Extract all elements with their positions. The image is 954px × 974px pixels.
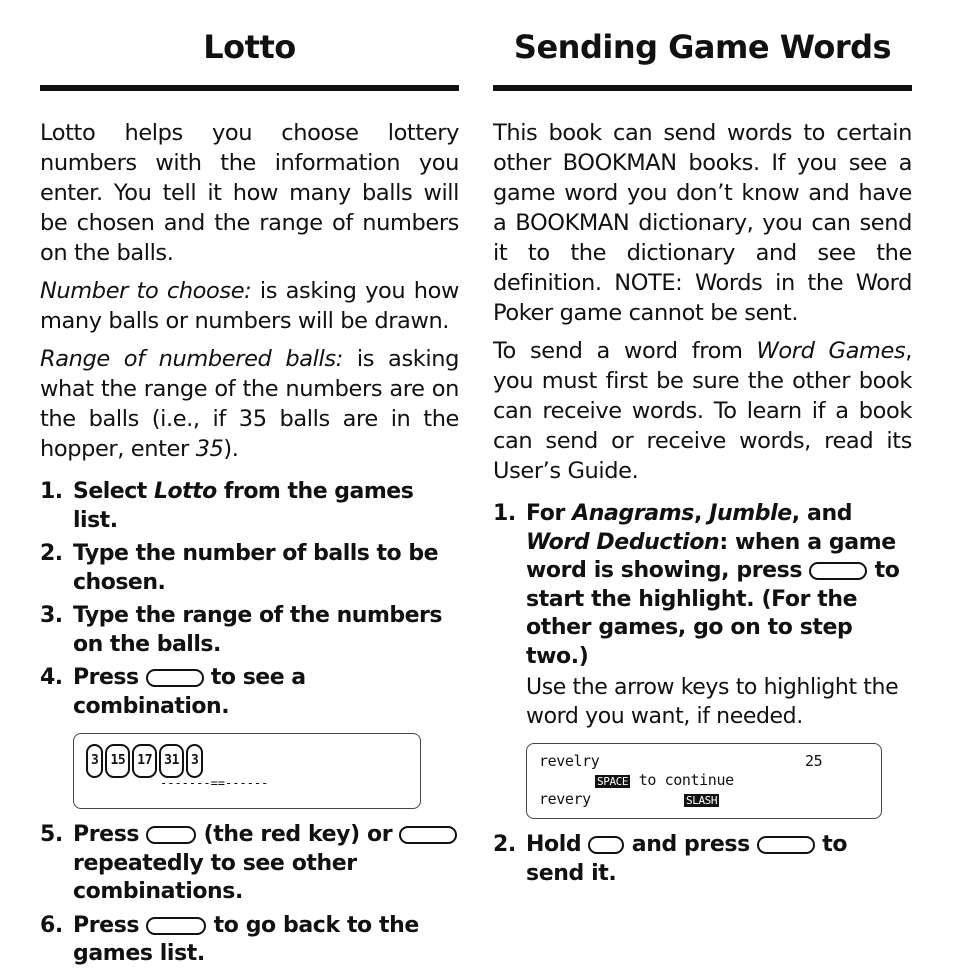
lotto-intro: Lotto helps you choose lottery numbers with the information you enter. You tell it how many balls will be chosen and the range of numbers on the balls. — [40, 120, 459, 266]
step-number: 5. — [40, 822, 63, 847]
p2-term: Word Games — [756, 338, 906, 364]
step-text: Lotto — [153, 479, 217, 504]
lotto-step-3 — [40, 602, 459, 659]
step-text: to start the highlight. (For the other games, go on to step two.) — [526, 558, 900, 669]
step-text: Type the number of balls to be chosen. — [73, 541, 438, 595]
step-text: Press — [73, 665, 146, 690]
sending-steps — [493, 500, 912, 731]
sending-step-1-note: Use the arrow keys to highlight the word you want, if needed. — [526, 675, 899, 729]
step-text: Word Deduction — [526, 529, 720, 555]
screen-status: SLASH — [686, 794, 718, 807]
ball-icon: 31 — [159, 744, 184, 778]
step-text: Type the range of the numbers on the balls. — [73, 603, 442, 657]
step-number: 2. — [40, 541, 63, 566]
lotto-step-2 — [40, 540, 459, 597]
p2-text: , you must first be sure the other book can receive words. To learn if a book can send or receive words, read its User’s Guide. — [493, 338, 913, 484]
enter-key-icon — [757, 836, 815, 854]
sending-step-2 — [493, 831, 912, 888]
lotto-steps — [40, 478, 459, 721]
step-text: Jumble — [709, 501, 792, 526]
step-number: 6. — [40, 912, 63, 938]
enter-key-icon — [399, 826, 457, 844]
step-text: Anagrams — [572, 501, 694, 526]
step-text: : when a game word is showing, press — [526, 529, 896, 583]
lotto-body — [40, 118, 459, 974]
lotto-screen-line2: -------==------ — [160, 776, 269, 790]
step-text: to send it. — [526, 832, 848, 886]
lotto-step-5 — [40, 821, 459, 907]
step-text: from the games list. — [73, 479, 414, 533]
step-text: , — [693, 501, 710, 526]
lotto-title: Lotto — [203, 28, 296, 66]
step-text: repeatedly to see other combinations. — [73, 850, 357, 904]
ball-icon: 15 — [105, 744, 130, 778]
lotto-step-6 — [40, 912, 459, 969]
step-text: Hold — [526, 832, 589, 857]
step-text: to see a combination. — [73, 665, 306, 719]
step-number: 1. — [493, 501, 516, 526]
step-text: to go back to the games list. — [73, 912, 419, 966]
step-text: and press — [624, 832, 758, 857]
lotto-screen-display — [73, 733, 421, 809]
lotto-p2-text: is asking you how many balls or numbers will be drawn. — [40, 278, 459, 334]
step-number: 1. — [40, 479, 63, 504]
shift-key-icon — [588, 836, 624, 854]
back-key-icon — [146, 917, 206, 935]
lotto-step-1 — [40, 478, 459, 535]
enter-key-icon — [809, 562, 867, 580]
sending-body — [493, 118, 912, 893]
sending-intro: This book can send words to certain other BOOKMAN books. If you see a game word you don’t know and have a BOOKMAN dictionary, you can send it to the dictionary and see the definition. NOTE: Words in the Word Poker game cannot be sent. — [493, 120, 912, 326]
lotto-step-4 — [40, 664, 459, 721]
lotto-p3-end: ). — [223, 436, 239, 462]
lotto-range — [40, 344, 459, 464]
screen-continue-line — [595, 771, 734, 791]
screen-word: revelry — [539, 752, 600, 770]
sending-steps-cont — [493, 831, 912, 888]
p2-text: To send a word from — [493, 338, 757, 364]
ball-icon: 17 — [132, 744, 157, 778]
step-text: (the red key) or — [196, 822, 400, 847]
sending-screen-display — [526, 743, 882, 819]
red-key-icon — [146, 826, 196, 844]
step-text: Press — [73, 822, 147, 847]
step-text: , and — [791, 501, 853, 526]
sending-title-rule — [493, 85, 912, 91]
step-text: Press — [73, 912, 147, 938]
space-key-label: SPACE — [597, 775, 629, 788]
step-number: 2. — [493, 832, 516, 857]
screen-score: 25 — [805, 752, 823, 770]
sending-step-1 — [493, 500, 912, 731]
step-number: 4. — [40, 665, 63, 690]
step-text: Select — [73, 479, 154, 504]
lotto-number-to-choose — [40, 276, 459, 336]
lotto-p3-text: is asking what the range of the numbers are on the balls (i.e., if 35 balls are in the hopper, enter — [40, 346, 459, 462]
screen-guess: revery — [539, 790, 591, 808]
sending-p2 — [493, 336, 912, 486]
sending-title: Sending Game Words — [513, 28, 892, 66]
lotto-title-rule — [40, 85, 459, 91]
step-text: For — [526, 501, 573, 526]
ball-icon: 3 — [186, 744, 203, 778]
lotto-steps-cont — [40, 821, 459, 969]
ball-icon: 3 — [86, 744, 103, 778]
screen-continue-text: to continue — [638, 771, 734, 789]
term-range: Range of numbered balls: — [40, 346, 343, 372]
lotto-p3-value: 35 — [195, 436, 224, 462]
enter-key-icon — [146, 669, 204, 687]
term-number-to-choose: Number to choose: — [40, 278, 252, 304]
step-number: 3. — [40, 603, 63, 628]
